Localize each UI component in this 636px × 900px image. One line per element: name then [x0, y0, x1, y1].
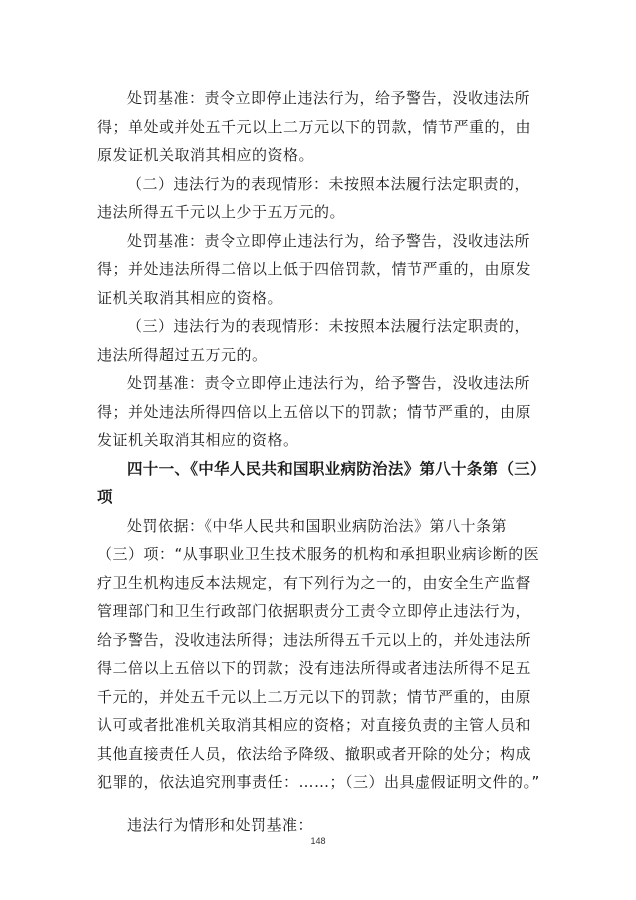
paragraph-violation-case-3: （三）违法行为的表现情形：未按照本法履行法定职责的，违法所得超过五万元的。: [97, 317, 531, 364]
paragraph-penalty-standard-2: 处罚基准：责令立即停止违法行为，给予警告，没收违法所得；并处违法所得二倍以上低于四倍罚款，情节严重的，由原发证机关取消其相应的资格。: [97, 231, 532, 307]
body-text: [97, 84, 543, 839]
paragraph-violation-case-2: （二）违法行为的表现情形：未按照本法履行法定职责的，违法所得五千元以上少于五万元的。: [97, 174, 531, 221]
section-heading: 四十一、《中华人民共和国职业病防治法》第八十条第（三）项: [97, 459, 539, 506]
paragraph-penalty-basis: 处罚依据：《中华人民共和国职业病防治法》第八十条第（三）项：“从事职业卫生技术服务的机构和承担职业病诊断的医疗卫生机构违反本法规定，有下列行为之一的，由安全生产监督管理部门和卫生行政部门依据职责分工责令立即停止违法行为，给予警告，没收违法所得；违法所得五千元以上的，并处违法所得二倍以上五倍以下的罚款；没有违法所得或者违法所得不足五千元的，并处五千元以上二万元以下的罚款；情节严重的，由原认可或者批准机关取消其相应的资格；对直接负责的主管人员和其他直接责任人员，依法给予降级、撤职或者开除的处分；构成犯罪的，依法追究刑事责任：……；（三）出具虚假证明文件的。”: [97, 516, 540, 791]
paragraph-closing: 违法行为情形和处罚基准：: [127, 815, 314, 834]
paragraph-penalty-standard-1: 处罚基准：责令立即停止违法行为，给予警告，没收违法所得；单处或并处五千元以上二万元以下的罚款，情节严重的，由原发证机关取消其相应的资格。: [97, 89, 532, 164]
paragraph-penalty-standard-3: 处罚基准：责令立即停止违法行为，给予警告，没收违法所得；并处违法所得四倍以上五倍以下的罚款；情节严重的，由原发证机关取消其相应的资格。: [97, 374, 532, 449]
page-number: 148: [310, 836, 326, 846]
